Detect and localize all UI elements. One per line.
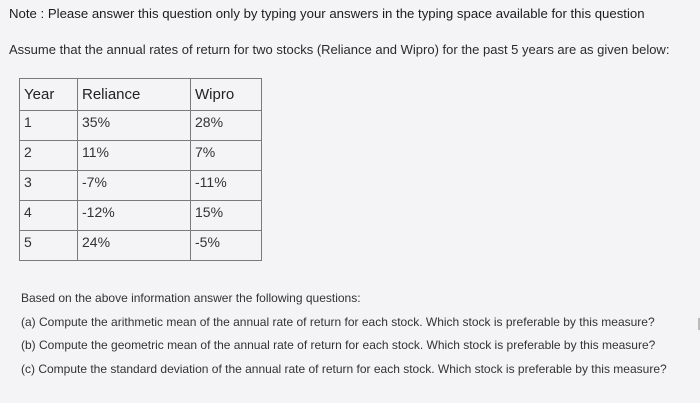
question-c: (c) Compute the standard deviation of the annual rate of return for each stock. Which stock is preferable by this measure? bbox=[21, 361, 667, 376]
table-row bbox=[20, 171, 262, 201]
year-cell: 3 bbox=[20, 171, 78, 201]
wipro-cell: -5% bbox=[191, 231, 262, 261]
wipro-cell: 28% bbox=[191, 111, 262, 141]
year-cell: 2 bbox=[20, 141, 78, 171]
table-row bbox=[20, 141, 262, 171]
year-cell: 5 bbox=[20, 231, 78, 261]
returns-table bbox=[19, 78, 262, 261]
year-cell: 4 bbox=[20, 201, 78, 231]
wipro-cell: -11% bbox=[191, 171, 262, 201]
reliance-cell: 24% bbox=[78, 231, 191, 261]
question-b: (b) Compute the geometric mean of the annual rate of return for each stock. Which stock is preferable by this measure? bbox=[21, 338, 656, 352]
table-row bbox=[20, 231, 262, 261]
questions-lead: Based on the above information answer the following questions: bbox=[21, 291, 361, 305]
wipro-cell: 7% bbox=[191, 141, 262, 171]
table-row bbox=[20, 201, 262, 231]
question-a: (a) Compute the arithmetic mean of the annual rate of return for each stock. Which stock is preferable by this measure? bbox=[21, 314, 655, 329]
table-row bbox=[20, 111, 262, 141]
reliance-cell: -12% bbox=[78, 201, 191, 231]
instruction-note: Note : Please answer this question only by typing your answers in the typing space available for this question bbox=[9, 6, 645, 21]
reliance-cell: -7% bbox=[78, 171, 191, 201]
year-cell: 1 bbox=[20, 111, 78, 141]
reliance-cell: 35% bbox=[78, 111, 191, 141]
questions-block bbox=[21, 291, 667, 385]
header-wipro: Wipro bbox=[191, 79, 262, 111]
wipro-cell: 15% bbox=[191, 201, 262, 231]
table-header-row bbox=[20, 79, 262, 111]
problem-intro: Assume that the annual rates of return for two stocks (Reliance and Wipro) for the past 5 years are as given below: bbox=[9, 42, 670, 57]
header-reliance: Reliance bbox=[78, 79, 191, 111]
reliance-cell: 11% bbox=[78, 141, 191, 171]
header-year: Year bbox=[20, 79, 78, 111]
